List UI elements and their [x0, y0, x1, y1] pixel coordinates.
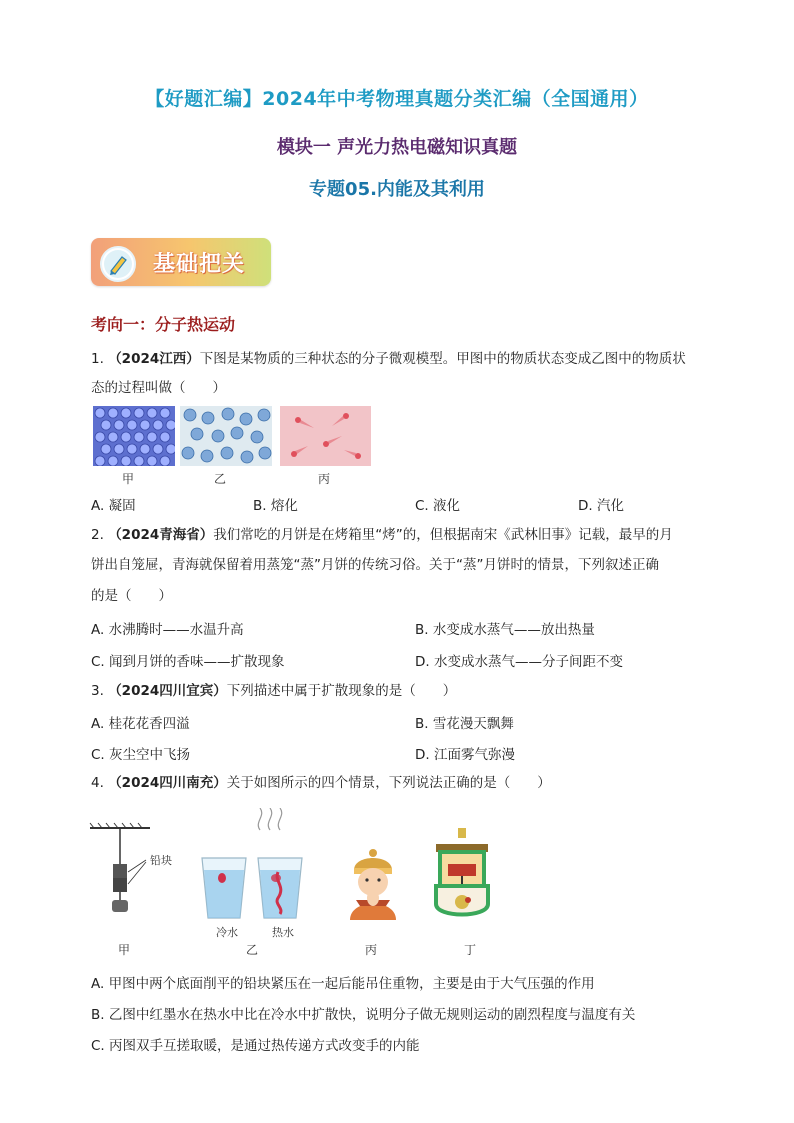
question-2-line-2: 饼出自笼屉，青海就保留着用蒸笼“蒸”月饼的传统习俗。关于“蒸”月饼时的情景，下列叙述正确 — [91, 557, 659, 573]
figure-caption: 乙 — [246, 943, 259, 957]
state-model-liquid — [180, 406, 272, 466]
document-title: 【好题汇编】2024年中考物理真题分类汇编（全国通用） — [145, 88, 649, 110]
section-title: 考向一：分子热运动 — [91, 315, 236, 334]
state-model-gas — [280, 406, 371, 466]
module-title: 模块一 声光力热电磁知识真题 — [276, 137, 518, 158]
lead-blocks-figure — [88, 820, 188, 920]
cold-water-label: 冷水 — [216, 926, 238, 939]
hot-water-label: 热水 — [272, 926, 294, 939]
option-d: D. 水变成水蒸气——分子间距不变 — [415, 654, 623, 670]
option-a: A. 甲图中两个底面削平的铅块紧压在一起后能吊住重物，主要是由于大气压强的作用 — [91, 976, 595, 992]
figure-caption: 丙 — [365, 943, 378, 957]
figure-caption: 丙 — [318, 472, 331, 486]
lead-block-label: 铅块 — [150, 854, 172, 867]
option-d: D. 江面雾气弥漫 — [415, 747, 515, 763]
question-1-line-1: 1. （2024江西）下图是某物质的三种状态的分子微观模型。甲图中的物质状态变成乙图中的物质状 — [91, 351, 686, 367]
question-number: 3. — [91, 683, 104, 699]
option-c: C. 灰尘空中飞扬 — [91, 747, 191, 763]
option-c: C. 丙图双手互搓取暖，是通过热传递方式改变手的内能 — [91, 1038, 420, 1054]
section-banner — [91, 238, 271, 286]
option-c: C. 闻到月饼的香味——扩散现象 — [91, 654, 285, 670]
question-source: （2024江西） — [108, 351, 200, 367]
option-a: A. 凝固 — [91, 498, 136, 514]
engine-figure — [430, 828, 494, 924]
question-number: 4. — [91, 775, 104, 791]
figure-caption: 甲 — [118, 943, 131, 957]
topic-title: 专题05.内能及其利用 — [309, 179, 485, 200]
rubbing-hands-figure — [342, 848, 404, 920]
pen-icon — [100, 246, 136, 282]
figure-caption: 丁 — [464, 943, 477, 957]
diffusion-cups-figure — [196, 808, 311, 923]
option-b: B. 水变成水蒸气——放出热量 — [415, 622, 595, 638]
question-2-line-3: 的是（ ） — [91, 588, 172, 604]
option-a: A. 水沸腾时——水温升高 — [91, 622, 244, 638]
figure-caption: 乙 — [214, 472, 227, 486]
banner-label: 基础把关 — [153, 252, 246, 277]
question-source: （2024四川南充） — [108, 775, 227, 791]
question-3-line-1: 3. （2024四川宜宾）下列描述中属于扩散现象的是（ ） — [91, 683, 457, 699]
question-4-line-1: 4. （2024四川南充）关于如图所示的四个情景，下列说法正确的是（ ） — [91, 775, 551, 791]
option-b: B. 雪花漫天飘舞 — [415, 716, 514, 732]
question-source: （2024四川宜宾） — [108, 683, 227, 699]
question-2-line-1: 2. （2024青海省）我们常吃的月饼是在烤箱里“烤”的，但根据南宋《武林旧事》记载，最早的月 — [91, 527, 673, 543]
question-1-line-2: 态的过程叫做（ ） — [91, 380, 226, 396]
option-b: B. 乙图中红墨水在热水中比在冷水中扩散快，说明分子做无规则运动的剧烈程度与温度有关 — [91, 1007, 636, 1023]
question-number: 2. — [91, 527, 104, 543]
question-number: 1. — [91, 351, 104, 367]
question-source: （2024青海省） — [108, 527, 214, 543]
option-a: A. 桂花花香四溢 — [91, 716, 190, 732]
state-model-solid — [93, 406, 175, 466]
option-c: C. 液化 — [415, 498, 461, 514]
figure-caption: 甲 — [122, 472, 135, 486]
option-b: B. 熔化 — [253, 498, 298, 514]
option-d: D. 汽化 — [578, 498, 624, 514]
